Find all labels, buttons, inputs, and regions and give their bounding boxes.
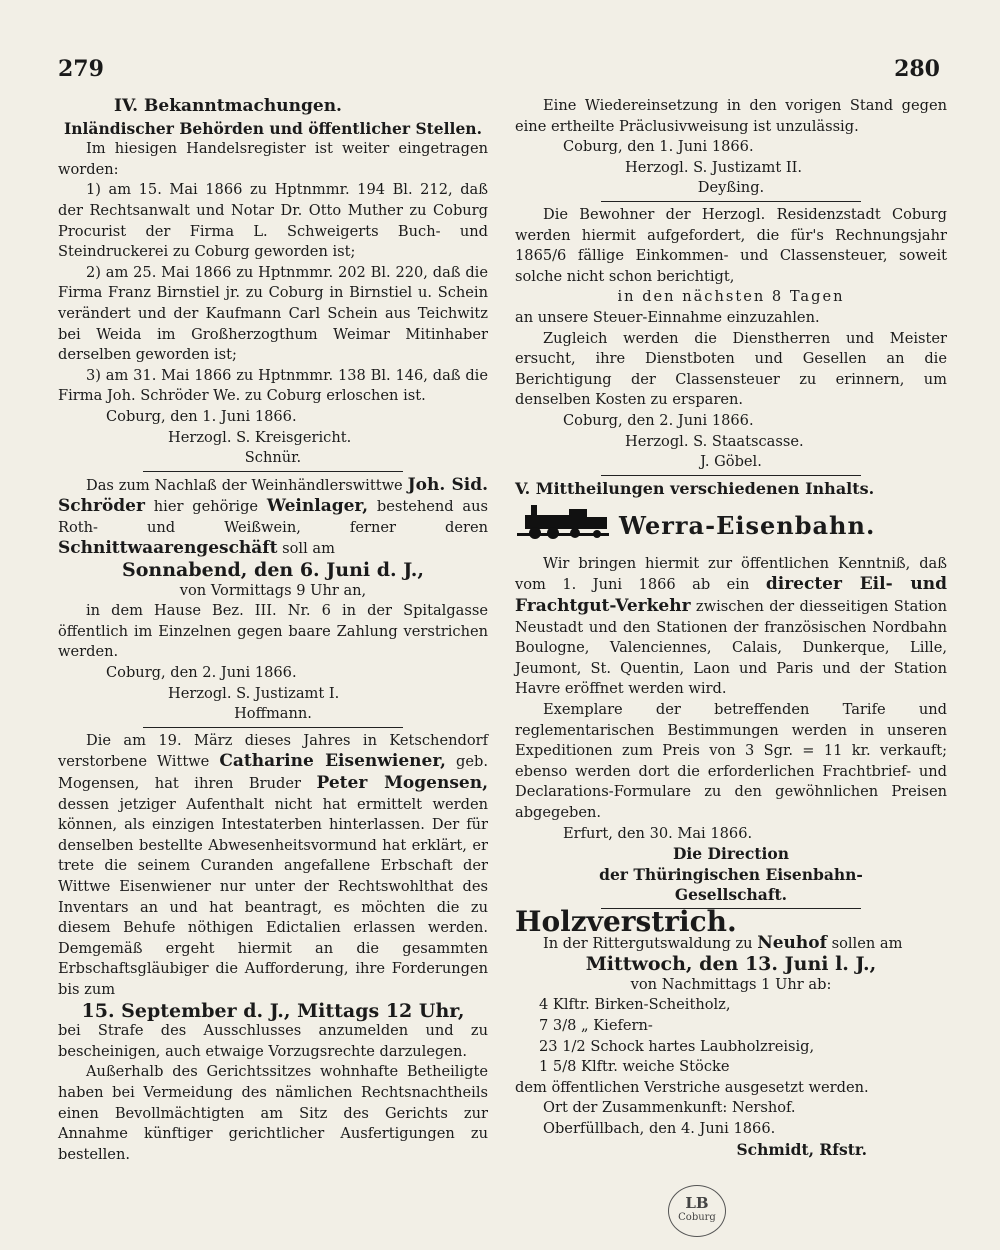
holz-item: 4 Klftr. Birken-Scheitholz, xyxy=(539,996,731,1014)
holz-item: 1 5/8 Klftr. weiche Stöcke xyxy=(539,1058,730,1076)
library-stamp: LB Coburg xyxy=(668,1185,726,1237)
holz-text-d: Ort der Zusammenkunft: Nershof. xyxy=(543,1099,796,1117)
divider xyxy=(143,471,403,472)
werra-text-c: Exemplare der betreffenden Tarife und reglementarischen Bestimmungen werden in unseren Expeditionen zum Preis von 3 Sgr. = 11 kr. verkauft; ebenso werden dort die erforderlichen Frachtbrief- und Declarations-Formulare zu den gewöhnlichen Preisen abgegeben. xyxy=(515,701,947,821)
wine-sale-location: in dem Hause Bez. III. Nr. 6 in der Spitalgasse öffentlich im Einzelnen gegen baare Zahlung verstrichen werden. xyxy=(58,602,488,661)
section-title-iv: IV. Bekanntmachungen. xyxy=(114,96,342,116)
register-intro: Im hiesigen Handelsregister ist weiter eingetragen worden: xyxy=(58,140,488,178)
page-number-right: 280 xyxy=(894,56,940,82)
inheritance-deadline: 15. September d. J., Mittags 12 Uhr, xyxy=(81,999,465,1022)
reinstatement-text: Eine Wiedereinsetzung in den vorigen Stand gegen eine ertheilte Präclusivweisung ist unzulässig. xyxy=(515,97,947,135)
tax-notice-text-c: Zugleich werden die Dienstherren und Meister ersucht, ihre Dienstboten und Gesellen an die Berichtigung der Classensteuer zu erinnern, um denselben Kosten zu ersparen. xyxy=(515,329,947,409)
notice-date: Coburg, den 1. Juni 1866. xyxy=(106,407,297,425)
register-item-1: 1) am 15. Mai 1866 zu Hptnmmr. 194 Bl. 212, daß der Rechtsanwalt und Notar Dr. Otto Muther zu Coburg Procurist der Firma L. Schweigerts Buch- und Steindruckerei zu Coburg geworden ist; xyxy=(58,181,488,261)
werra-title: Werra-Eisenbahn. xyxy=(619,511,876,541)
register-item-3: 3) am 31. Mai 1866 zu Hptnmmr. 138 Bl. 146, daß die Firma Joh. Schröder We. zu Coburg erloschen ist. xyxy=(58,366,488,405)
left-column xyxy=(58,96,488,1165)
inheritance-notice-text: Die am 19. März dieses Jahres in Ketschendorf verstorbene Wittwe Catharine Eisenwiener, geb. Mogensen, hat ihren Bruder Peter Mogensen, dessen jetziger Aufenthalt nicht hat ermittelt werden können, als einzigen Intestaterben hinterlassen. Der für denselben bestellte Abwesenheitsvormund hat erklärt, er trete die seinem Curanden angefallene Erbschaft der Wittwe Eisenwiener nur unter der Rechtswohlthat des Inventars an und hat beantragt, es möchten die zu diesem Behufe nöthigen Edictalien erlassen werden. Demgemäß ergeht hiermit an die gesammten Erbschaftsgläubiger die Aufforderung, ihre Forderungen bis zum xyxy=(58,731,489,998)
holz-title: Holzverstrich. xyxy=(515,904,737,938)
notice-signature: Deyßing. xyxy=(697,179,765,197)
divider xyxy=(601,475,861,476)
holz-item: 23 1/2 Schock hartes Laubholzreisig, xyxy=(539,1037,815,1055)
notice-signature: Schnür. xyxy=(244,449,302,467)
register-item-2: 2) am 25. Mai 1866 zu Hptnmmr. 202 Bl. 220, daß die Firma Franz Birnstiel jr. zu Coburg in Birnstiel u. Schein verändert und der Kaufmann Carl Schein aus Teichwitz bei Weida im Großherzogthum Weimar Mitinhaber derselben geworden ist; xyxy=(58,263,488,364)
divider xyxy=(601,201,861,202)
right-column xyxy=(515,96,947,1160)
section-title-v: V. Mittheilungen verschiedenen Inhalts. xyxy=(515,478,875,498)
notice-signature: Hoffmann. xyxy=(234,705,312,723)
locomotive-icon xyxy=(515,503,611,550)
holz-text-c: dem öffentlichen Verstriche ausgesetzt werden. xyxy=(515,1078,869,1096)
holz-item: 7 3/8 „ Kiefern- xyxy=(539,1016,653,1034)
werra-header xyxy=(515,503,947,550)
notice-signature: J. Göbel. xyxy=(700,453,762,471)
tax-notice-text: Die Bewohner der Herzogl. Residenzstadt Coburg werden hiermit aufgefordert, die für's Rechnungsjahr 1865/6 fällige Einkommen- und Classensteuer, soweit solche nicht schon berichtigt, xyxy=(515,205,947,285)
tax-deadline: in den nächsten 8 Tagen xyxy=(617,288,845,306)
notice-date: Coburg, den 2. Juni 1866. xyxy=(106,664,297,682)
werra-text-a: Wir bringen hiermit zur öffentlichen Kenntniß, daß vom 1. Juni 1866 ab ein directer Eil- und Frachtgut-Verkehr zwischen der diesseitigen Station Neustadt und den Stationen der französischen Nordbahn Boulogne, Valenciennes, Calais, Dunkerque, Lille, Jeumont, St. Quentin, Laon und Paris und der Station Havre eröffnet werden wird. xyxy=(515,554,947,698)
holz-text-a: In der Rittergutswaldung zu Neuhof sollen am xyxy=(543,932,903,953)
notice-authority: Herzogl. S. Staatscasse. xyxy=(625,432,804,450)
inheritance-text-d: bei Strafe des Ausschlusses anzumelden und zu bescheinigen, auch etwaige Vorzugsrechte darzulegen. xyxy=(58,1022,488,1060)
inheritance-text-e: Außerhalb des Gerichtssitzes wohnhafte Betheiligte haben bei Vermeidung des nämlichen Rechtsnachtheils einen Bevollmächtigten am Sitz des Gerichts zur Annahme künftiger gerichtlicher Ausfertigungen zu bestellen. xyxy=(58,1063,488,1163)
wine-sale-time: von Vormittags 9 Uhr an, xyxy=(179,581,367,599)
section-subtitle: Inländischer Behörden und öffentlicher Stellen. xyxy=(64,118,482,138)
wine-notice-text: Das zum Nachlaß der Weinhändlerswittwe Joh. Sid. Schröder hier gehörige Weinlager, bestehend aus Roth- und Weißwein, ferner deren Schnittwaarengeschäft soll am xyxy=(58,474,489,559)
holz-time: von Nachmittags 1 Uhr ab: xyxy=(630,975,832,993)
notice-authority: Herzogl. S. Kreisgericht. xyxy=(168,428,352,446)
page-number-left: 279 xyxy=(58,56,104,82)
notice-date: Coburg, den 1. Juni 1866. xyxy=(563,138,754,156)
tax-notice-text-b: an unsere Steuer-Einnahme einzuzahlen. xyxy=(515,308,820,326)
divider xyxy=(143,727,403,728)
notice-date: Oberfüllbach, den 4. Juni 1866. xyxy=(543,1119,776,1137)
wine-sale-date: Sonnabend, den 6. Juni d. J., xyxy=(122,559,424,582)
notice-authority: Herzogl. S. Justizamt I. xyxy=(168,684,340,702)
direction-sig-2: der Thüringischen Eisenbahn- xyxy=(599,864,863,884)
notice-date: Coburg, den 2. Juni 1866. xyxy=(563,411,754,429)
holz-date: Mittwoch, den 13. Juni l. J., xyxy=(585,953,877,976)
notice-signature: Schmidt, Rfstr. xyxy=(736,1139,867,1159)
notice-date: Erfurt, den 30. Mai 1866. xyxy=(563,824,753,842)
direction-sig-1: Die Direction xyxy=(672,844,790,864)
notice-authority: Herzogl. S. Justizamt II. xyxy=(625,158,803,176)
direction-sig-3: Gesellschaft. xyxy=(674,885,788,905)
